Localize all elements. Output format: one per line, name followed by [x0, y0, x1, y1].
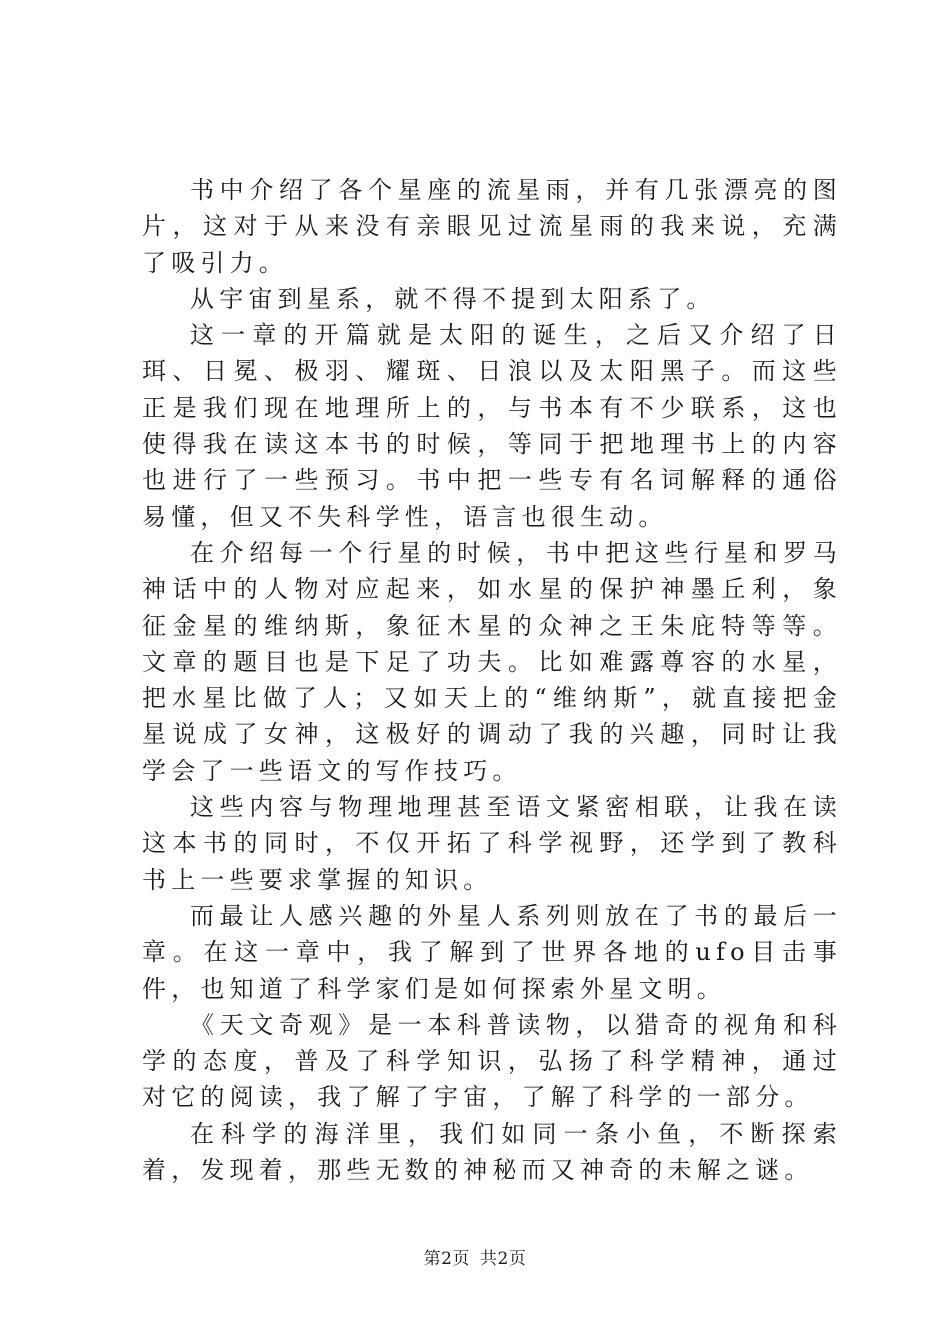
- page-total: 共2页: [480, 1249, 527, 1269]
- paragraph: 这些内容与物理地理甚至语文紧密相联，让我在读这本书的同时，不仅开拓了科学视野，还学到了教科书上一些要求掌握的知识。: [142, 793, 842, 894]
- paragraph: 这一章的开篇就是太阳的诞生，之后又介绍了日珥、日冕、极羽、耀斑、日浪以及太阳黑子。而这些正是我们现在地理所上的，与书本有不少联系，这也使得我在读这本书的时候，等同于把地理书上的内容也进行了一些预习。书中把一些专有名词解释的通俗易懂，但又不失科学性，语言也很生动。: [142, 321, 842, 531]
- paragraph: 从宇宙到星系，就不得不提到太阳系了。: [190, 284, 716, 313]
- paragraph: 在介绍每一个行星的时候，书中把这些行星和罗马神话中的人物对应起来，如水星的保护神墨丘利，象征金星的维纳斯，象征木星的众神之王朱庇特等等。文章的题目也是下足了功夫。比如难露尊容的水星，把水星比做了人；又如天上的“维纳斯”，就直接把金星说成了女神，这极好的调动了我的兴趣，同时让我学会了一些语文的写作技巧。: [142, 538, 842, 785]
- paragraph: 而最让人感兴趣的外星人系列则放在了书的最后一章。在这一章中，我了解到了世界各地的ufo目击事件，也知道了科学家们是如何探索外星文明。: [142, 901, 842, 1003]
- document-body: [142, 172, 842, 1188]
- paragraph: 书中介绍了各个星座的流星雨，并有几张漂亮的图片，这对于从来没有亲眼见过流星雨的我来说，充满了吸引力。: [142, 176, 842, 277]
- page-footer: [0, 1244, 950, 1269]
- page-number: 第2页: [423, 1249, 470, 1269]
- paragraph: 在科学的海洋里，我们如同一条小鱼，不断探索着，发现着，那些无数的神秘而又神奇的未解之谜。: [142, 1119, 842, 1185]
- paragraph: 《天文奇观》是一本科普读物，以猎奇的视角和科学的态度，普及了科学知识，弘扬了科学精神，通过对它的阅读，我了解了宇宙，了解了科学的一部分。: [142, 1010, 842, 1112]
